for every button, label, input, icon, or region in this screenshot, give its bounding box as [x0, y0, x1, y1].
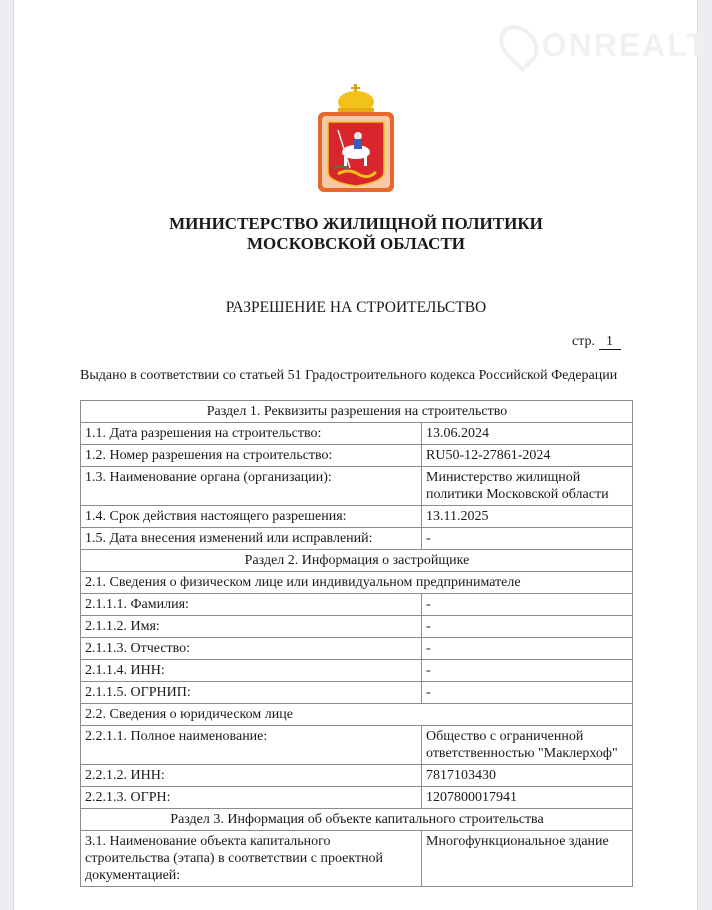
row-value: Многофункциональное здание: [422, 831, 633, 887]
row-label: 3.1. Наименование объекта капитального строительства (этапа) в соответствии с проектной документацией:: [81, 831, 422, 887]
table-row: [81, 594, 633, 616]
section-3-title: Раздел 3. Информация об объекте капитального строительства: [81, 809, 633, 831]
table-row: [81, 506, 633, 528]
row-label: 2.2.1.2. ИНН:: [81, 765, 422, 787]
row-label: 2.1.1.3. Отчество:: [81, 638, 422, 660]
table-row: [81, 682, 633, 704]
row-value: 13.11.2025: [422, 506, 633, 528]
row-value: -: [422, 660, 633, 682]
coat-of-arms-icon: [314, 84, 398, 194]
row-label: 2.1.1.4. ИНН:: [81, 660, 422, 682]
permit-table: [80, 400, 633, 887]
row-value: Общество с ограниченной ответственностью "Маклерхоф": [422, 726, 633, 765]
row-label: 2.2.1.1. Полное наименование:: [81, 726, 422, 765]
row-label: 2.1.1.5. ОГРНИП:: [81, 682, 422, 704]
table-row: [81, 831, 633, 887]
section-header: [81, 401, 633, 423]
table-row: [81, 638, 633, 660]
page-label: стр.: [572, 334, 596, 349]
row-value: -: [422, 638, 633, 660]
row-value: -: [422, 594, 633, 616]
row-value: -: [422, 616, 633, 638]
table-row: [81, 445, 633, 467]
page-number: [572, 334, 621, 350]
table-row: [81, 765, 633, 787]
section-1-title: Раздел 1. Реквизиты разрешения на строительство: [81, 401, 633, 423]
row-label: 1.4. Срок действия настоящего разрешения:: [81, 506, 422, 528]
table-row: [81, 467, 633, 506]
subsection-header: [81, 704, 633, 726]
page-number-value: 1: [599, 335, 621, 350]
issued-basis: Выдано в соответствии со статьей 51 Градостроительного кодекса Российской Федерации: [80, 368, 618, 383]
row-value: Министерство жилищной политики Московской области: [422, 467, 633, 506]
row-value: RU50-12-27861-2024: [422, 445, 633, 467]
watermark: [502, 20, 708, 70]
table-row: [81, 787, 633, 809]
table-row: [81, 616, 633, 638]
ministry-line-1: МИНИСТЕРСТВО ЖИЛИЩНОЙ ПОЛИТИКИ: [169, 214, 543, 233]
document-title: РАЗРЕШЕНИЕ НА СТРОИТЕЛЬСТВО: [225, 299, 487, 316]
table-row: [81, 423, 633, 445]
section-2-title: Раздел 2. Информация о застройщике: [81, 550, 633, 572]
table-row: [81, 726, 633, 765]
document-page: [14, 0, 708, 910]
row-label: 2.1.1.1. Фамилия:: [81, 594, 422, 616]
subsection-header: [81, 572, 633, 594]
watermark-text: ONREALT: [541, 26, 708, 63]
ministry-name: [0, 214, 712, 254]
row-label: 1.5. Дата внесения изменений или исправлений:: [81, 528, 422, 550]
row-value: 7817103430: [422, 765, 633, 787]
row-label: 1.1. Дата разрешения на строительство:: [81, 423, 422, 445]
table-row: [81, 660, 633, 682]
house-pin-icon: [491, 18, 546, 73]
ministry-line-2: МОСКОВСКОЙ ОБЛАСТИ: [246, 234, 466, 253]
section-header: [81, 809, 633, 831]
subsection-2-2-title: 2.2. Сведения о юридическом лице: [81, 704, 633, 726]
section-header: [81, 550, 633, 572]
subsection-2-1-title: 2.1. Сведения о физическом лице или индивидуальном предпринимателе: [81, 572, 633, 594]
row-value: -: [422, 528, 633, 550]
table-row: [81, 528, 633, 550]
row-label: 1.2. Номер разрешения на строительство:: [81, 445, 422, 467]
row-value: -: [422, 682, 633, 704]
row-value: 1207800017941: [422, 787, 633, 809]
row-label: 1.3. Наименование органа (организации):: [81, 467, 422, 506]
row-value: 13.06.2024: [422, 423, 633, 445]
row-label: 2.2.1.3. ОГРН:: [81, 787, 422, 809]
row-label: 2.1.1.2. Имя:: [81, 616, 422, 638]
